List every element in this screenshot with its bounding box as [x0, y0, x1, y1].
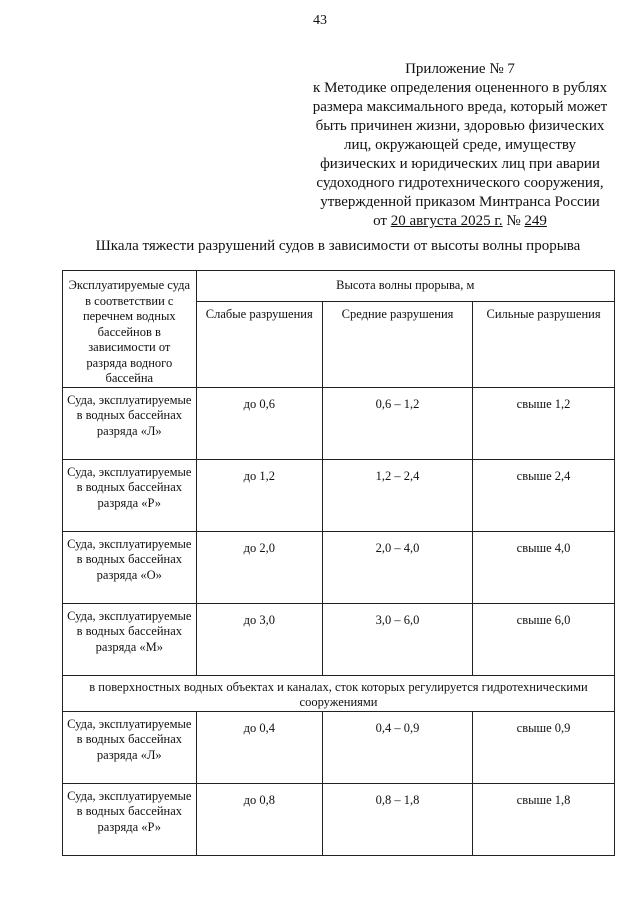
strong-cell: свыше 0,9: [473, 711, 615, 783]
header-strong-damage: Сильные разрушения: [473, 302, 615, 387]
table-row: [63, 783, 615, 855]
document-title: Шкала тяжести разрушений судов в зависимости от высоты волны прорыва: [95, 238, 581, 254]
table-row: [63, 459, 615, 531]
appendix-line: физических и юридических лиц при аварии: [320, 156, 600, 172]
table-row: [63, 603, 615, 675]
appendix-line: утвержденной приказом Минтранса России: [320, 194, 600, 210]
medium-cell: 2,0 – 4,0: [322, 531, 472, 603]
page-number: 43: [313, 13, 327, 28]
appendix-line: лиц, окружающей среде, имуществу: [344, 137, 576, 153]
vessel-cell: Суда, эксплуатируемые в водных бассейнах разряда «М»: [63, 603, 197, 675]
weak-cell: до 1,2: [196, 459, 322, 531]
order-prefix: от: [373, 213, 387, 229]
appendix-line: к Методике определения оцененного в рублях: [313, 80, 607, 96]
vessel-cell: Суда, эксплуатируемые в водных бассейнах разряда «Л»: [63, 387, 197, 459]
weak-cell: до 0,6: [196, 387, 322, 459]
medium-cell: 0,8 – 1,8: [322, 783, 472, 855]
medium-cell: 3,0 – 6,0: [322, 603, 472, 675]
header-medium-damage: Средние разрушения: [322, 302, 472, 387]
strong-cell: свыше 4,0: [473, 531, 615, 603]
vessel-cell: Суда, эксплуатируемые в водных бассейнах разряда «Л»: [63, 711, 197, 783]
vessel-cell: Суда, эксплуатируемые в водных бассейнах разряда «Р»: [63, 459, 197, 531]
weak-cell: до 0,8: [196, 783, 322, 855]
appendix-line: размера максимального вреда, который может: [312, 99, 608, 115]
medium-cell: 1,2 – 2,4: [322, 459, 472, 531]
strong-cell: свыше 1,8: [473, 783, 615, 855]
table-row: [63, 711, 615, 783]
appendix-line: быть причинен жизни, здоровью физических: [315, 118, 605, 134]
strong-cell: свыше 2,4: [473, 459, 615, 531]
table-row: [63, 387, 615, 459]
vessel-cell: Суда, эксплуатируемые в водных бассейнах разряда «О»: [63, 531, 197, 603]
vessel-cell: Суда, эксплуатируемые в водных бассейнах разряда «Р»: [63, 783, 197, 855]
header-weak-damage: Слабые разрушения: [196, 302, 322, 387]
medium-cell: 0,6 – 1,2: [322, 387, 472, 459]
header-vessel-type: Эксплуатируемые суда в соответствии с перечнем водных бассейнов в зависимости от разряда водного бассейна: [63, 271, 197, 388]
order-date: 20 августа 2025 г.: [390, 213, 503, 229]
medium-cell: 0,4 – 0,9: [322, 711, 472, 783]
table-row: [63, 531, 615, 603]
appendix-title: Приложение № 7: [405, 61, 515, 77]
appendix-line: судоходного гидротехнического сооружения,: [316, 175, 604, 191]
order-number-label: №: [506, 213, 521, 229]
section-heading: в поверхностных водных объектах и каналах, сток которых регулируется гидротехническими сооружениями: [63, 675, 615, 711]
damage-scale-table: [62, 270, 615, 856]
order-line: [300, 212, 620, 231]
order-number: 249: [524, 213, 547, 229]
strong-cell: свыше 6,0: [473, 603, 615, 675]
weak-cell: до 0,4: [196, 711, 322, 783]
weak-cell: до 2,0: [196, 531, 322, 603]
section-row: [63, 675, 615, 711]
appendix-block: [300, 60, 620, 231]
header-wave-height: Высота волны прорыва, м: [196, 271, 614, 302]
weak-cell: до 3,0: [196, 603, 322, 675]
table-header-row: [63, 271, 615, 302]
strong-cell: свыше 1,2: [473, 387, 615, 459]
